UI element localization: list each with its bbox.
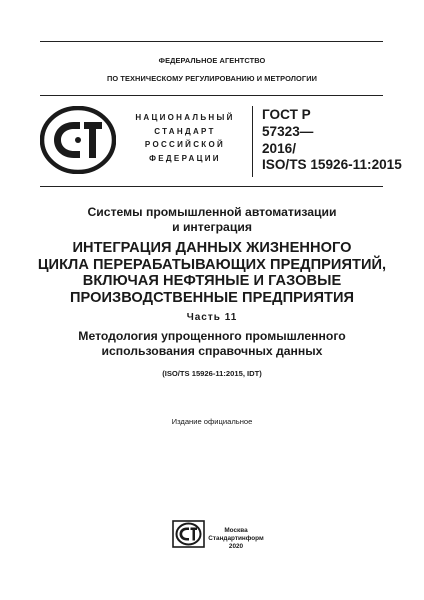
national-line: СТАНДАРТ: [154, 126, 216, 136]
publisher-city: Москва: [224, 527, 248, 534]
agency-line-2: ПО ТЕХНИЧЕСКОМУ РЕГУЛИРОВАНИЮ И МЕТРОЛОГИИ: [106, 74, 318, 83]
top-rule: [40, 41, 383, 42]
title-line: ПРОИЗВОДСТВЕННЫЕ ПРЕДПРИЯТИЯ: [69, 289, 355, 306]
publisher-name: Стандартинформ: [208, 534, 264, 542]
part-title-line: использования справочных данных: [101, 344, 323, 359]
subtitle-line: и интеграция: [172, 220, 252, 235]
agency-line-1: ФЕДЕРАЛЬНОЕ АГЕНТСТВО: [158, 56, 266, 65]
header-divider: [252, 106, 253, 177]
header-rule: [40, 95, 383, 96]
standard-designation: [262, 107, 402, 174]
gost-logo-icon: [40, 106, 116, 174]
title-line: ИНТЕГРАЦИЯ ДАННЫХ ЖИЗНЕННОГО: [72, 240, 352, 256]
part-number: Часть 11: [186, 312, 238, 323]
title-line: ЦИКЛА ПЕРЕРАБАТЫВАЮЩИХ ПРЕДПРИЯТИЙ,: [37, 256, 387, 273]
iso-reference: (ISO/TS 15926-11:2015, IDT): [162, 369, 262, 378]
document-subtitle: [20, 205, 404, 236]
document-title: [20, 240, 404, 306]
subtitle-line: Системы промышленной автоматизации: [87, 205, 337, 219]
title-line: ВКЛЮЧАЯ НЕФТЯНЫЕ И ГАЗОВЫЕ: [82, 273, 342, 290]
title-rule: [40, 186, 383, 187]
standartinform-logo-icon: [172, 520, 205, 548]
publisher-year: 2020: [228, 542, 244, 550]
part-title-line: Методология упрощенного промышленного: [78, 329, 346, 343]
edition-label: Издание официальное: [171, 417, 253, 426]
designation-line: ISO/TS 15926-11:2015: [262, 157, 402, 173]
designation-line: 2016/: [262, 140, 297, 156]
publisher-info: [206, 527, 266, 550]
part-title: [20, 329, 404, 359]
national-line: ФЕДЕРАЦИИ: [149, 153, 221, 163]
national-line: НАЦИОНАЛЬНЫЙ: [135, 113, 235, 122]
national-line: РОССИЙСКОЙ: [144, 140, 226, 149]
designation-line: 57323—: [262, 123, 314, 139]
designation-line: ГОСТ Р: [262, 107, 311, 122]
national-standard-label: [118, 111, 252, 165]
